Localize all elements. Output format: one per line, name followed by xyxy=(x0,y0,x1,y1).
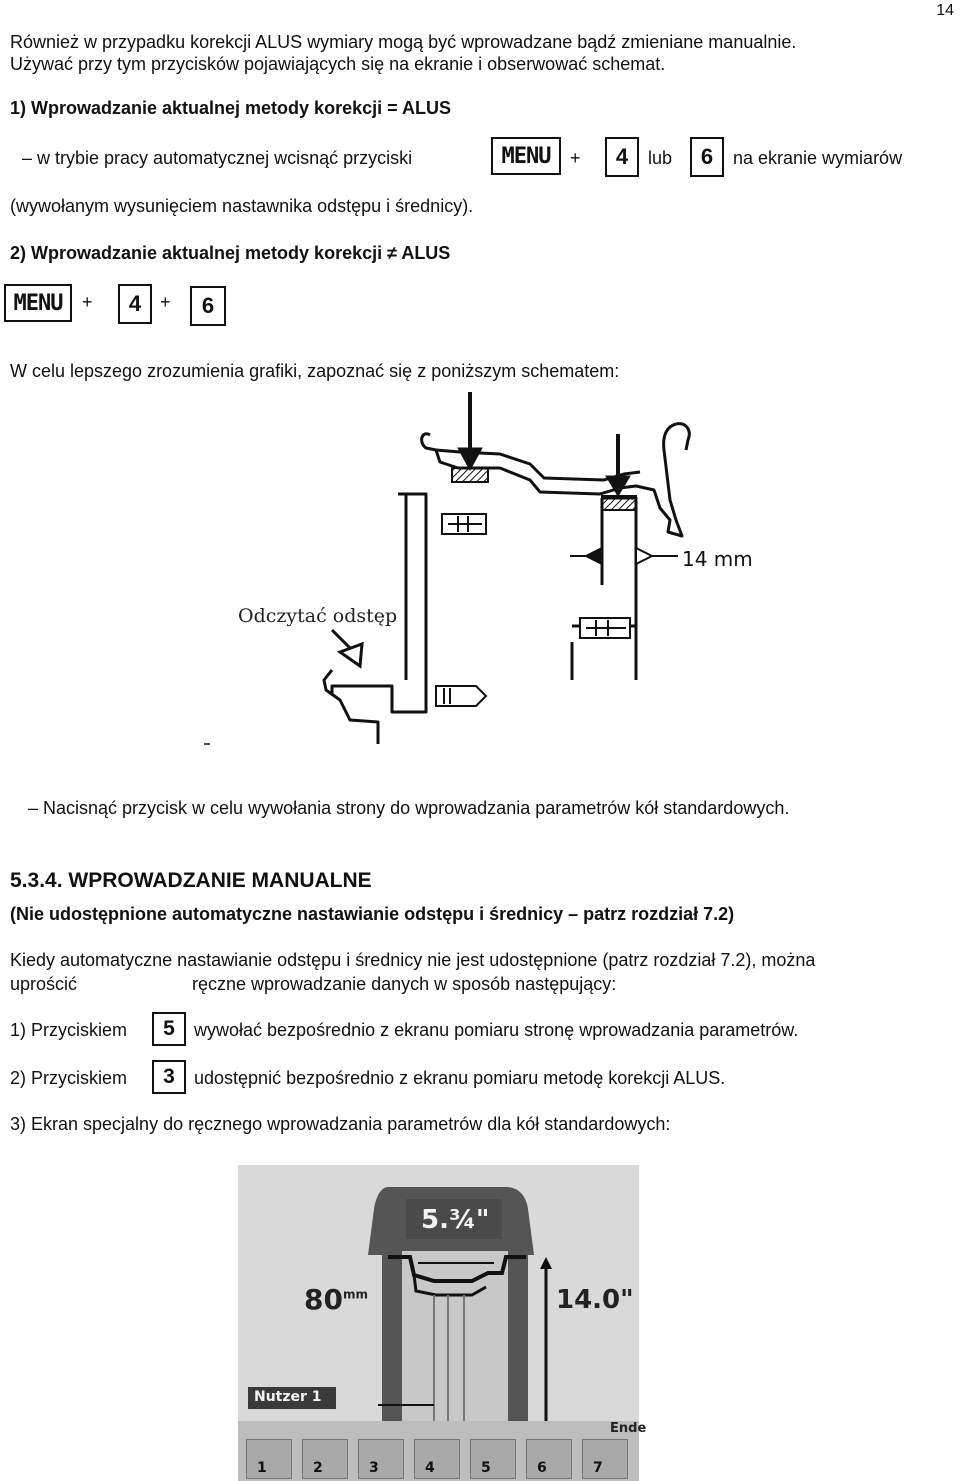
hollow-arrow-right xyxy=(436,686,486,706)
function-key-2[interactable]: 2 xyxy=(302,1439,348,1479)
step1-text-before: – w trybie pracy automatycznej wcisnąć przyciski xyxy=(22,148,413,168)
function-key-6[interactable]: 6 xyxy=(526,1439,572,1479)
function-key-7[interactable]: 7 xyxy=(582,1439,628,1479)
section-subtitle: (Nie udostępnione automatyczne nastawianie odstępu i średnicy – patrz rozdział 7.2) xyxy=(10,904,735,924)
key-4: 4 xyxy=(118,284,152,324)
function-key-1[interactable]: 1 xyxy=(246,1439,292,1479)
plus-sign: + xyxy=(82,292,93,312)
item1-text: wywołać bezpośrednio z ekranu pomiaru stronę wprowadzania parametrów. xyxy=(194,1020,799,1040)
right-gauge-arm xyxy=(602,498,636,680)
diameter-value: 14.0" xyxy=(556,1285,634,1315)
plus-sign: + xyxy=(160,292,171,312)
label-14mm: 14 mm xyxy=(682,547,753,571)
dimension-arrows xyxy=(570,548,678,564)
key-3: 3 xyxy=(152,1060,186,1094)
hatch-block-right xyxy=(602,496,636,510)
label-read-offset: Odczytać odstęp xyxy=(238,605,398,627)
page-number: 14 xyxy=(936,2,954,19)
plus-sign: + xyxy=(570,148,581,168)
key-5: 5 xyxy=(152,1012,186,1046)
item1-prefix: 1) Przyciskiem xyxy=(10,1020,128,1040)
section-para-2a: uprościć xyxy=(10,974,78,994)
schema-intro: W celu lepszego zrozumienia grafiki, zapoznać się z poniższym schematem: xyxy=(10,361,620,381)
width-value: 5.¾" xyxy=(421,1205,490,1235)
pointer-arrow xyxy=(332,630,362,666)
ende-label: Ende xyxy=(610,1421,647,1436)
screw-right xyxy=(580,618,630,638)
arrow-down-left xyxy=(458,392,482,470)
item3-text: 3) Ekran specjalny do ręcznego wprowadzania parametrów dla kół standardowych: xyxy=(10,1114,671,1134)
item2-prefix: 2) Przyciskiem xyxy=(10,1068,128,1088)
offset-number: 80 xyxy=(304,1283,343,1316)
lub-text: lub xyxy=(648,148,673,168)
step1-heading: 1) Wprowadzanie aktualnej metody korekcji = ALUS xyxy=(10,98,451,118)
wheel-measurement-diagram xyxy=(200,390,760,755)
section-para-2b: ręczne wprowadzanie danych w sposób następujący: xyxy=(192,974,617,994)
key-6: 6 xyxy=(190,286,226,326)
key-6: 6 xyxy=(690,137,724,177)
section-title: 5.3.4. WPROWADZANIE MANUALNE xyxy=(10,869,372,892)
press-key-instruction: – Nacisnąć przycisk w celu wywołania strony do wprowadzania parametrów kół standardowych. xyxy=(28,798,790,818)
screw-left xyxy=(442,514,486,534)
function-key-5[interactable]: 5 xyxy=(470,1439,516,1479)
intro-line-2: Używać przy tym przycisków pojawiających się na ekranie i obserwować schemat. xyxy=(10,54,666,74)
menu-key: MENU xyxy=(491,137,561,175)
function-key-4[interactable]: 4 xyxy=(414,1439,460,1479)
section-para-1: Kiedy automatyczne nastawianie odstępu i średnicy nie jest udostępnione (patrz rozdział 7.2), można xyxy=(10,950,816,970)
step1-text-after: na ekranie wymiarów xyxy=(733,148,903,168)
step2-heading: 2) Wprowadzanie aktualnej metody korekcji ≠ ALUS xyxy=(10,243,451,263)
manual-input-screen xyxy=(238,1165,647,1481)
menu-key: MENU xyxy=(4,284,72,322)
item2-text: udostępnić bezpośrednio z ekranu pomiaru metodę korekcji ALUS. xyxy=(194,1068,726,1088)
left-gauge-foot xyxy=(324,670,378,744)
offset-unit: mm xyxy=(342,1287,368,1302)
key-4: 4 xyxy=(605,137,639,177)
offset-value xyxy=(304,1283,368,1316)
rim-right-wall xyxy=(676,424,689,450)
user-label: Nutzer 1 xyxy=(254,1389,322,1405)
intro-line-1: Również w przypadku korekcji ALUS wymiary mogą być wprowadzane bądź zmieniane manualnie. xyxy=(10,32,797,52)
function-key-3[interactable]: 3 xyxy=(358,1439,404,1479)
step1-line-2: (wywołanym wysunięciem nastawnika odstępu i średnicy). xyxy=(10,196,474,216)
